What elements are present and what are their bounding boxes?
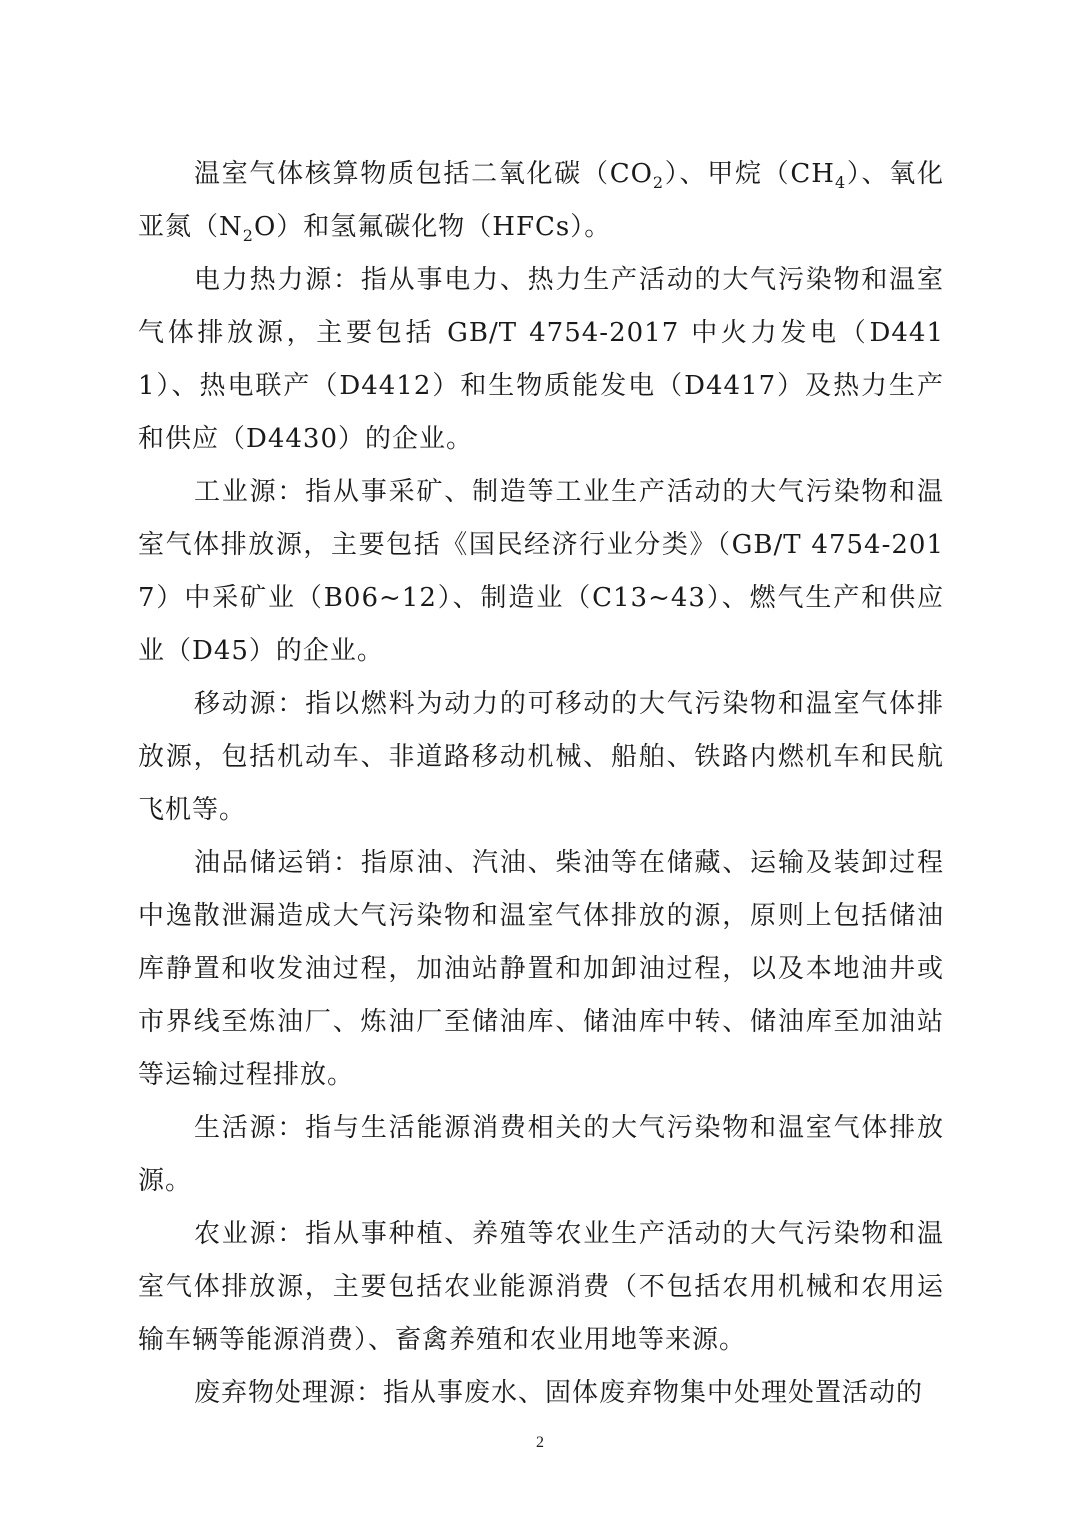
- text-run: 生活源：指与生活能源消费相关的大气污染物和温室气体排放源。: [138, 1113, 944, 1196]
- page-number: 2: [536, 1434, 544, 1451]
- paragraph: [138, 148, 944, 254]
- paragraph: [138, 837, 944, 1102]
- text-run: O）和氢氟碳化物（HFCs）。: [253, 212, 612, 242]
- text-run: 废弃物处理源：指从事废水、固体废弃物集中处理处置活动的: [194, 1378, 924, 1408]
- subscript-text: 2: [242, 226, 254, 246]
- paragraph: [138, 254, 944, 466]
- paragraph: [138, 1102, 944, 1208]
- text-run: 工业源：指从事采矿、制造等工业生产活动的大气污染物和温室气体排放源，主要包括《国民经济行业分类》（GB/T 4754-2017）中采矿业（B06~12）、制造业（C13~43）、燃气生产和供应业（D45）的企业。: [138, 477, 944, 666]
- subscript-text: 4: [834, 173, 847, 193]
- paragraph: [138, 1208, 944, 1367]
- text-run: 农业源：指从事种植、养殖等农业生产活动的大气污染物和温室气体排放源，主要包括农业能源消费（不包括农用机械和农用运输车辆等能源消费）、畜禽养殖和农业用地等来源。: [138, 1219, 944, 1355]
- text-run: 温室气体核算物质包括二氧化碳（CO: [194, 159, 653, 189]
- subscript-text: 2: [652, 173, 665, 193]
- paragraph: [138, 1367, 944, 1420]
- body-text: [138, 148, 944, 1420]
- text-run: ）、氧化亚氮（N: [138, 159, 944, 242]
- text-run: 油品储运销：指原油、汽油、柴油等在储藏、运输及装卸过程中逸散泄漏造成大气污染物和温室气体排放的源，原则上包括储油库静置和收发油过程，加油站静置和加卸油过程，以及本地油井或市界线至炼油厂、炼油厂至储油库、储油库中转、储油库至加油站等运输过程排放。: [138, 848, 944, 1090]
- paragraph: [138, 466, 944, 678]
- paragraph: [138, 678, 944, 837]
- text-run: ）、甲烷（CH: [664, 159, 835, 189]
- text-run: 电力热力源：指从事电力、热力生产活动的大气污染物和温室气体排放源，主要包括 GB/T 4754-2017 中火力发电（D4411）、热电联产（D4412）和生物质能发电（D4417）及热力生产和供应（D4430）的企业。: [138, 265, 944, 454]
- text-run: 移动源：指以燃料为动力的可移动的大气污染物和温室气体排放源，包括机动车、非道路移动机械、船舶、铁路内燃机车和民航飞机等。: [138, 689, 944, 825]
